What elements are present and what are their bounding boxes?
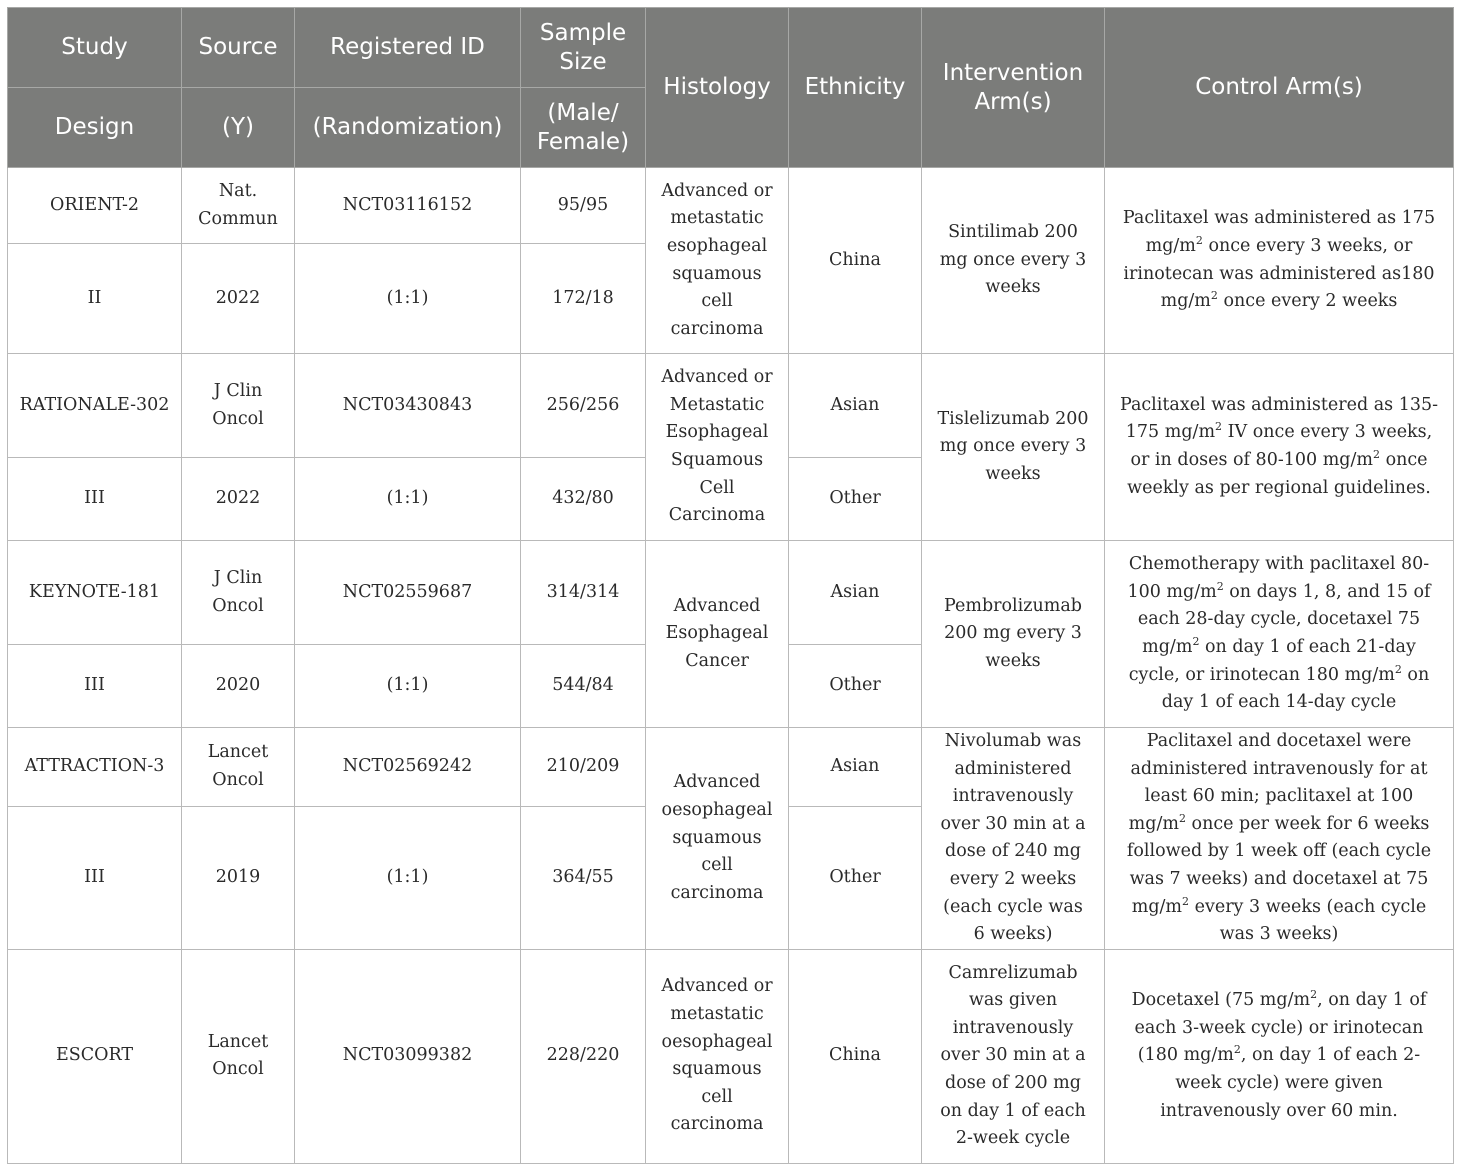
header-ethnicity: Ethnicity bbox=[789, 8, 922, 168]
table-header bbox=[8, 8, 1454, 168]
sample-size-cell: 95/95 bbox=[521, 168, 646, 244]
design-cell: III bbox=[8, 806, 182, 949]
sample-size-cell: 228/220 bbox=[521, 949, 646, 1163]
design-cell: II bbox=[8, 244, 182, 354]
histology-cell: Advanced or metastatic oesophageal squamous cell carcinoma bbox=[646, 949, 789, 1163]
header-year: (Y) bbox=[182, 88, 295, 168]
registered-id-cell: NCT02559687 bbox=[295, 541, 521, 645]
source-cell: J Clin Oncol bbox=[182, 354, 295, 458]
table-row bbox=[8, 728, 1454, 807]
male-female-cell: 544/84 bbox=[521, 645, 646, 728]
table-row bbox=[8, 168, 1454, 244]
table-row bbox=[8, 949, 1454, 1163]
histology-cell: Advanced Esophageal Cancer bbox=[646, 541, 789, 728]
design-cell: III bbox=[8, 645, 182, 728]
ethnicity-cell: Other bbox=[789, 458, 922, 541]
header-row-1 bbox=[8, 8, 1454, 88]
year-cell: 2022 bbox=[182, 244, 295, 354]
header-intervention: Intervention Arm(s) bbox=[922, 8, 1105, 168]
control-cell: Paclitaxel and docetaxel were administered intravenously for at least 60 min; paclitaxel at 100 $mg/m^2$ once per week for 6 weeks followed by 1 week off (each cycle was 7 weeks) and docetaxel at 75 $mg/m^2$ every 3 weeks (each cycle was 3 weeks) bbox=[1105, 728, 1454, 950]
ethnicity-cell: Other bbox=[789, 806, 922, 949]
histology-cell: Advanced or Metastatic Esophageal Squamous Cell Carcinoma bbox=[646, 354, 789, 541]
header-sample-size: Sample Size bbox=[521, 8, 646, 88]
header-control: Control Arm(s) bbox=[1105, 8, 1454, 168]
superscript: 2 bbox=[1216, 579, 1224, 593]
superscript: 2 bbox=[1215, 420, 1223, 434]
intervention-cell: Pembrolizumab 200 mg every 3 weeks bbox=[922, 541, 1105, 728]
superscript: 2 bbox=[1178, 811, 1186, 825]
superscript: 2 bbox=[1192, 635, 1200, 648]
registered-id-cell: NCT03099382 bbox=[295, 949, 521, 1163]
header-histology: Histology bbox=[646, 8, 789, 168]
ethnicity-cell: China bbox=[789, 168, 922, 354]
header-study: Study bbox=[8, 8, 182, 88]
histology-cell: Advanced oesophageal squamous cell carcinoma bbox=[646, 728, 789, 950]
histology-cell: Advanced or metastatic esophageal squamous cell carcinoma bbox=[646, 168, 789, 354]
intervention-cell: Camrelizumab was given intravenously over 30 min at a dose of 200 mg on day 1 of each 2-week cycle bbox=[922, 949, 1105, 1163]
superscript: 2 bbox=[1182, 894, 1190, 908]
male-female-cell: 364/55 bbox=[521, 806, 646, 949]
superscript: 2 bbox=[1210, 289, 1218, 303]
intervention-cell: Nivolumab was administered intravenously over 30 min at a dose of 240 mg every 2 weeks (each cycle was 6 weeks) bbox=[922, 728, 1105, 950]
study-cell: ESCORT bbox=[8, 949, 182, 1163]
control-cell: Chemotherapy with paclitaxel 80-100 $mg/m^2$ on days 1, 8, and 15 of each 28-day cycle, docetaxel 75 $mg/m^2$ on day 1 of each 21-day cycle, or irinotecan 180 $mg/m^2$ on day 1 of each 14-day cycle bbox=[1105, 541, 1454, 728]
source-cell: Lancet Oncol bbox=[182, 728, 295, 807]
control-cell: Docetaxel (75 $mg/m^2$, on day 1 of each 3-week cycle) or irinotecan (180 $mg/m^2$, on day 1 of each 2-week cycle) were given intravenously over 60 min. bbox=[1105, 949, 1454, 1163]
table-row bbox=[8, 354, 1454, 458]
design-cell: III bbox=[8, 458, 182, 541]
ethnicity-cell: China bbox=[789, 949, 922, 1163]
registered-id-cell: NCT03116152 bbox=[295, 168, 521, 244]
header-male-female: (Male/ Female) bbox=[521, 88, 646, 168]
study-cell: KEYNOTE-181 bbox=[8, 541, 182, 645]
male-female-cell: 432/80 bbox=[521, 458, 646, 541]
study-cell: ORIENT-2 bbox=[8, 168, 182, 244]
year-cell: 2020 bbox=[182, 645, 295, 728]
header-design: Design bbox=[8, 88, 182, 168]
control-cell: Paclitaxel was administered as 175 $mg/m^2$ once every 3 weeks, or irinotecan was administered as180 $mg/m^2$ once every 2 weeks bbox=[1105, 168, 1454, 354]
intervention-cell: Tislelizumab 200 mg once every 3 weeks bbox=[922, 354, 1105, 541]
trials-table bbox=[7, 7, 1454, 1164]
header-source: Source bbox=[182, 8, 295, 88]
study-cell: RATIONALE-302 bbox=[8, 354, 182, 458]
randomization-cell: (1:1) bbox=[295, 458, 521, 541]
ethnicity-cell: Other bbox=[789, 645, 922, 728]
randomization-cell: (1:1) bbox=[295, 645, 521, 728]
ethnicity-cell: Asian bbox=[789, 541, 922, 645]
header-registered-id: Registered ID bbox=[295, 8, 521, 88]
superscript: 2 bbox=[1373, 448, 1380, 461]
ethnicity-cell: Asian bbox=[789, 354, 922, 458]
study-cell: ATTRACTION-3 bbox=[8, 728, 182, 807]
intervention-cell: Sintilimab 200 mg once every 3 weeks bbox=[922, 168, 1105, 354]
table-container bbox=[7, 7, 1454, 1164]
randomization-cell: (1:1) bbox=[295, 244, 521, 354]
header-randomization: (Randomization) bbox=[295, 88, 521, 168]
superscript: 2 bbox=[1394, 662, 1402, 676]
sample-size-cell: 210/209 bbox=[521, 728, 646, 807]
control-cell: Paclitaxel was administered as 135-175 $mg/m^2$ IV once every 3 weeks, or in doses of 80-100 $mg/m^2$ once weekly as per regional guidelines. bbox=[1105, 354, 1454, 541]
superscript: 2 bbox=[1233, 1043, 1241, 1057]
registered-id-cell: NCT02569242 bbox=[295, 728, 521, 807]
year-cell: 2019 bbox=[182, 806, 295, 949]
ethnicity-cell: Asian bbox=[789, 728, 922, 807]
registered-id-cell: NCT03430843 bbox=[295, 354, 521, 458]
superscript: 2 bbox=[1310, 988, 1318, 1002]
table-row bbox=[8, 541, 1454, 645]
source-cell: J Clin Oncol bbox=[182, 541, 295, 645]
sample-size-cell: 314/314 bbox=[521, 541, 646, 645]
randomization-cell: (1:1) bbox=[295, 806, 521, 949]
table-body bbox=[8, 168, 1454, 1164]
source-cell: Nat. Commun bbox=[182, 168, 295, 244]
sample-size-cell: 256/256 bbox=[521, 354, 646, 458]
source-cell: Lancet Oncol bbox=[182, 949, 295, 1163]
superscript: 2 bbox=[1195, 233, 1203, 247]
male-female-cell: 172/18 bbox=[521, 244, 646, 354]
year-cell: 2022 bbox=[182, 458, 295, 541]
